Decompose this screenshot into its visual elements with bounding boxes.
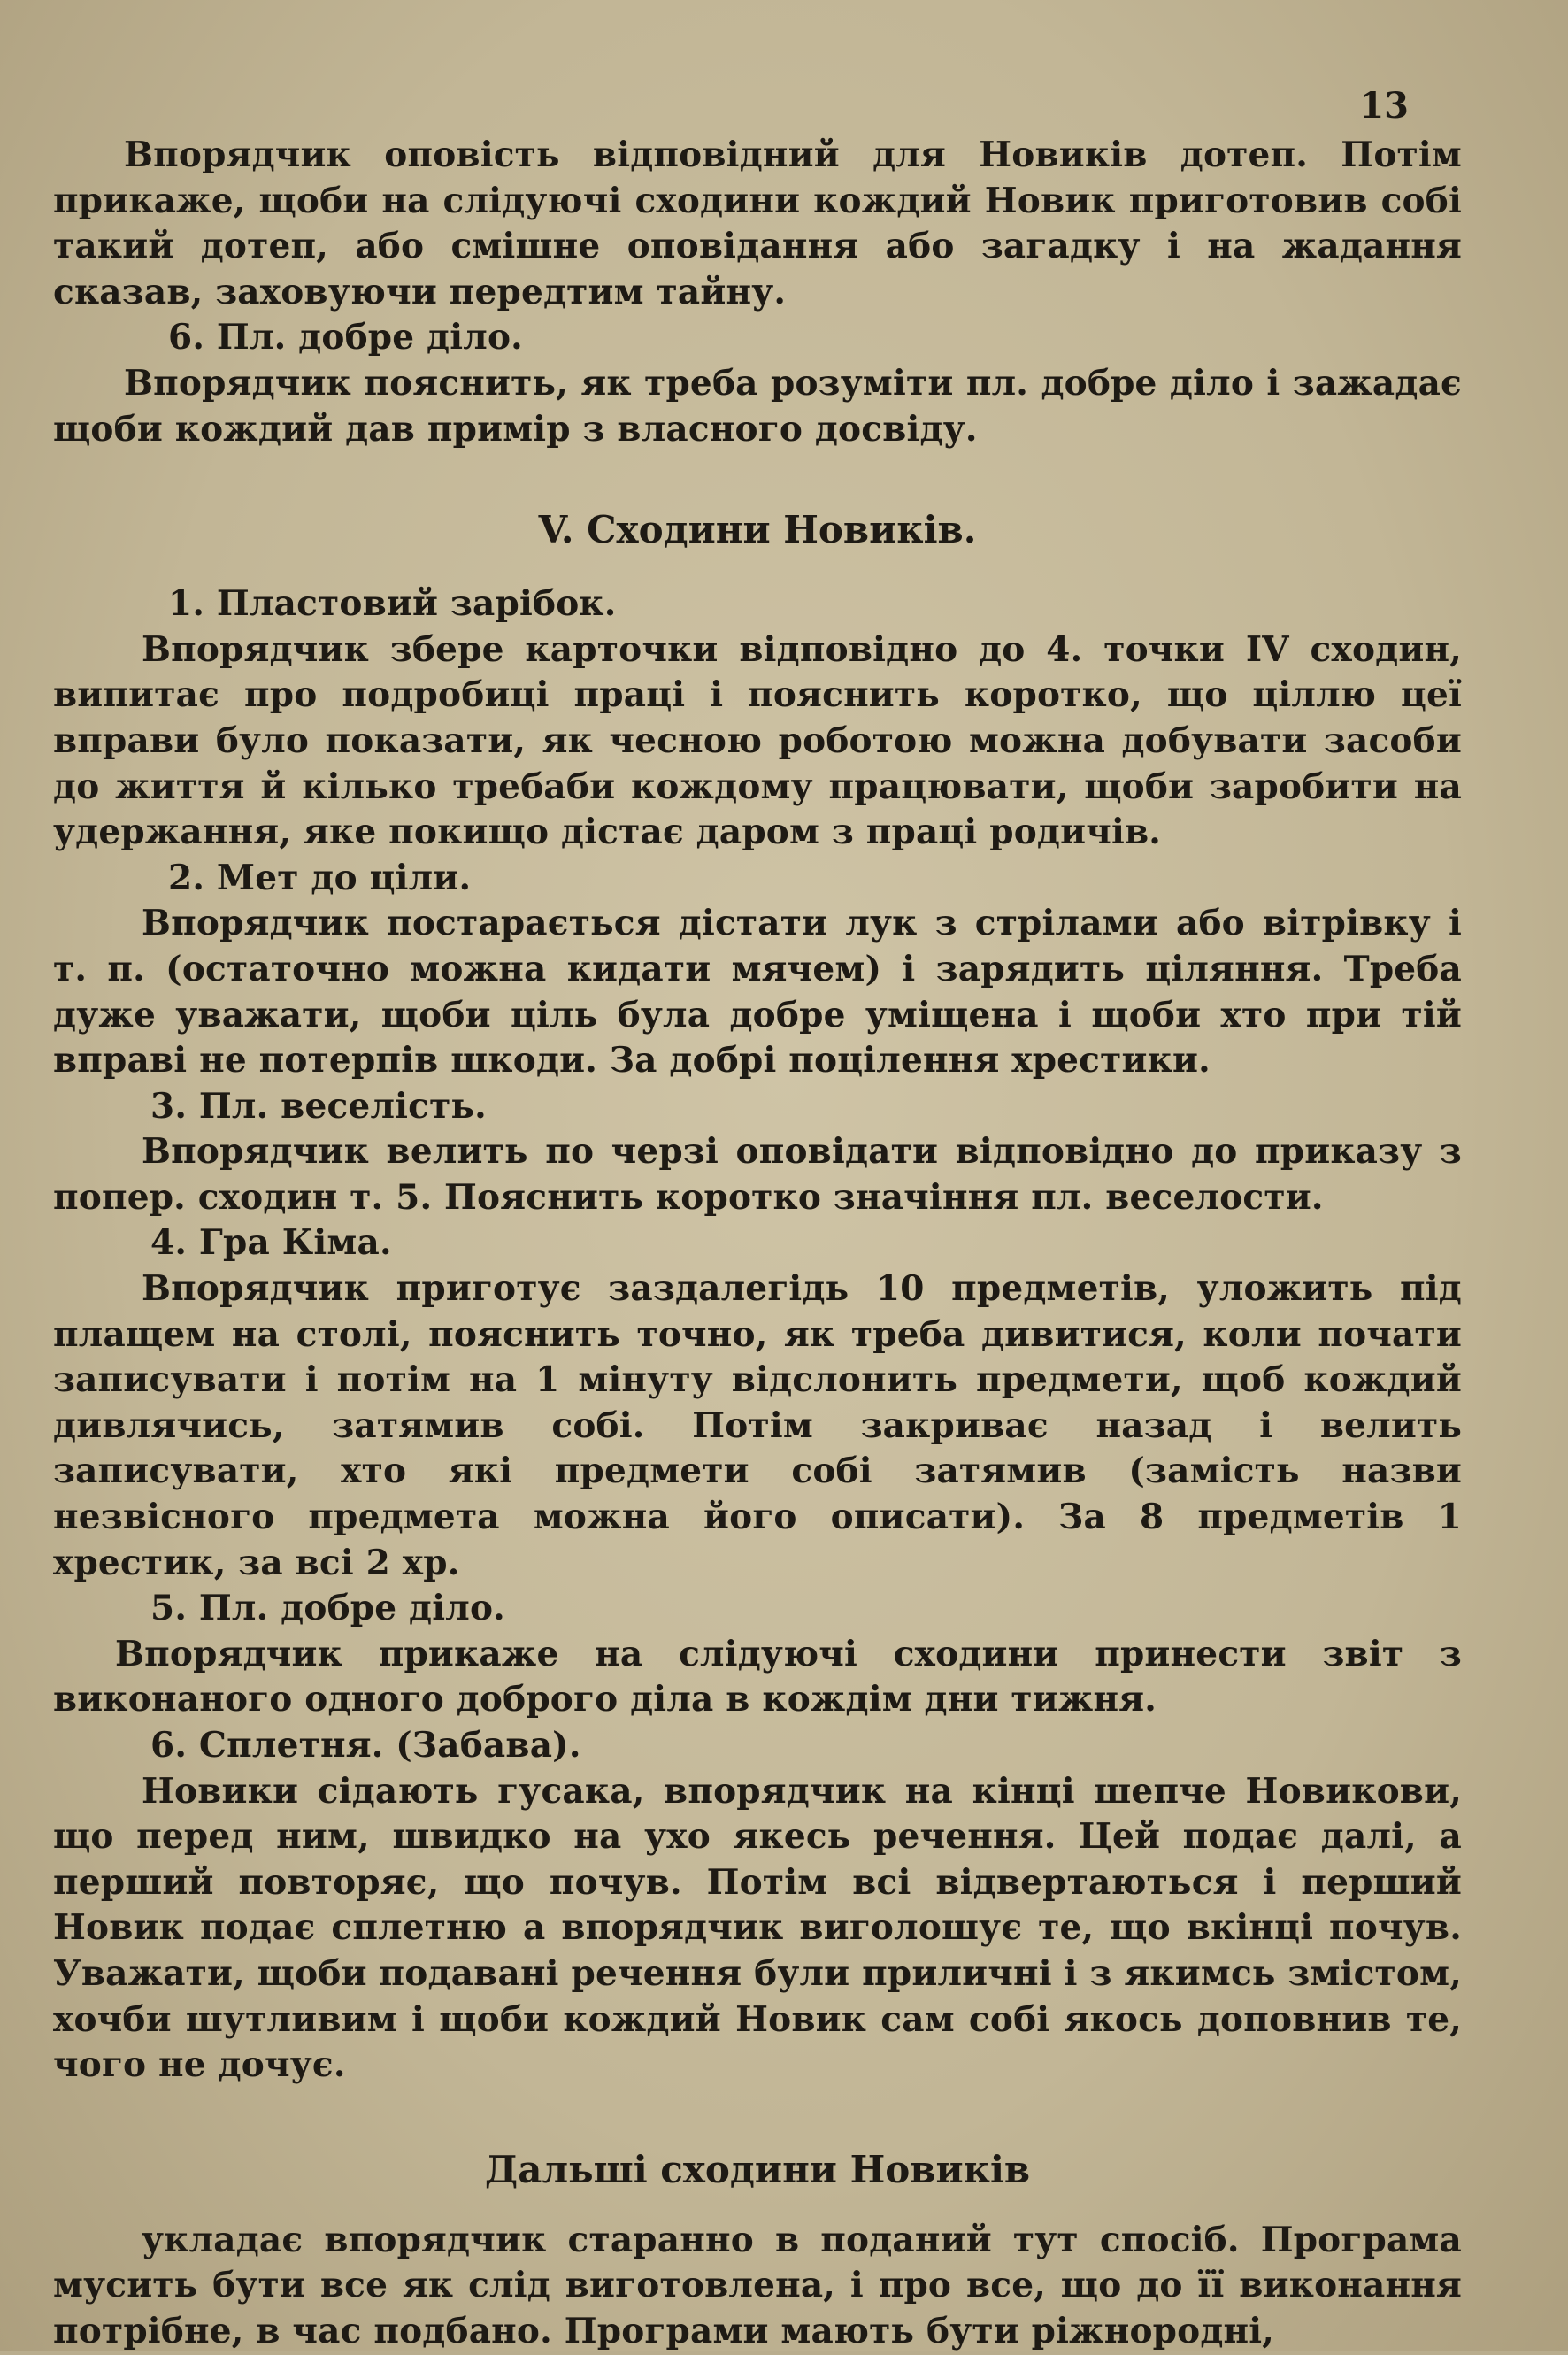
section-heading: V. Сходини Новиків. — [538, 508, 977, 552]
list-item: 5. Пл. добре діло. — [150, 1588, 505, 1629]
paragraph: Новики сідають гусака, впорядчик на кінці шепче Новикови, що перед ним, швидко на ухо якесь речення. Цей подає далі, а перший повторяє, що почув. Потім всі відвертаються і перший Новик подає сплетню а впорядчик виголошує те, що вкінці почув. Уважати, щоби подавані речення були приличні і з якимсь змістом, хочби шутливим і щоби кождий Новик сам собі якось доповнив те, чого не дочує. — [53, 1770, 1462, 2086]
paragraph: Впорядчик пояснить, як треба розуміти пл. добре діло і зажадає щоби кождий дав примір з власного досвіду. — [53, 362, 1462, 450]
list-item: 4. Гра Кіма. — [150, 1222, 392, 1264]
page-number: 13 — [1359, 85, 1409, 127]
paragraph: укладає впорядчик старанно в поданий тут спосіб. Програма мусить бути все як слід виготовлена, і про все, що до її виконання потрібне, в час подбано. Програми мають бути ріжнородні, — [53, 2219, 1462, 2351]
paragraph: Впорядчик оповість відповідний для Новиків дотеп. Потім прикаже, щоби на слідуючі сходини кождий Новик приготовив собі такий дотеп, або смішне оповідання або загадку і на жадання сказав, заховуючи передтим тайну. — [53, 135, 1462, 312]
paragraph: Впорядчик постарається дістати лук з стрілами або вітрівку і т. п. (остаточно можна кидати мячем) і зарядить ціляння. Треба дуже уважати, щоби ціль була добре уміщена і щоби хто при тій вправі не потерпів шкоди. За добрі поцілення хрестики. — [53, 903, 1462, 1081]
list-item: 3. Пл. веселість. — [150, 1085, 487, 1127]
list-item: 2. Мет до ціли. — [168, 857, 472, 898]
paragraph: Впорядчик приготує заздалегідь 10 предметів, уложить під плащем на столі, пояснить точно, як треба дивитися, коли почати записувати і потім на 1 мінуту відслонить предмети, щоб кождий дивлячись, затямив собі. Потім закриває назад і велить записувати, хто які предмети собі затямив (замість назви незвісного предмета можна його описати). За 8 предметів 1 хрестик, за всі 2 хр. — [53, 1268, 1462, 1583]
list-item: 6. Пл. добре діло. — [168, 317, 523, 358]
paragraph: Впорядчик збере карточки відповідно до 4. точки IV сходин, випитає про подробиці праці і пояснить коротко, що ціллю цеї вправи було показати, як чесною роботою можна добувати засоби до життя й кілько требаби кождому працювати, щоби заробити на удержання, яке покищо дістає даром з праці родичів. — [53, 628, 1462, 853]
list-item: 1. Пластовий зарібок. — [168, 583, 617, 625]
section-heading: Дальші сходини Новиків — [484, 2147, 1031, 2191]
paragraph: Впорядчик прикаже на слідуючі сходини принести звіт з виконаного одного доброго діла в кождім дни тижня. — [53, 1633, 1462, 1720]
list-item: 6. Сплетня. (Забава). — [150, 1725, 581, 1766]
paragraph: Впорядчик велить по черзі оповідати відповідно до приказу з попер. сходин т. 5. Пояснить коротко значіння пл. веселости. — [53, 1131, 1462, 1218]
